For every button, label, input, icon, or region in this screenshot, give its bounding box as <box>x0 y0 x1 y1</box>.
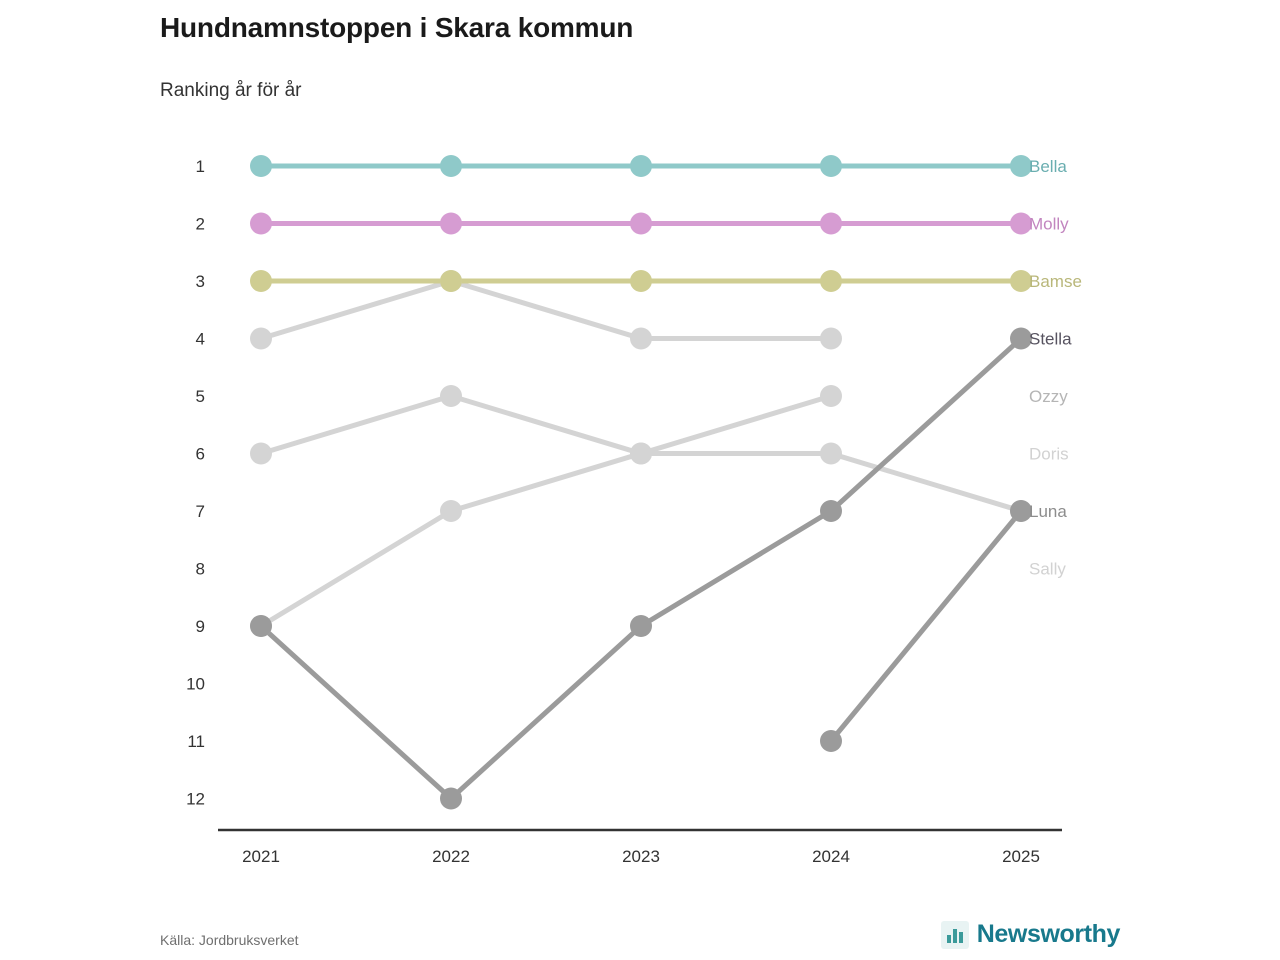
y-axis-tick-label: 4 <box>195 329 205 349</box>
y-axis-tick-label: 1 <box>195 157 205 176</box>
y-axis-tick-label: 2 <box>195 214 205 234</box>
series-point <box>820 385 842 407</box>
y-axis-ticks <box>186 157 205 809</box>
series-point <box>250 270 272 292</box>
series-point <box>250 615 272 637</box>
series-point <box>250 155 272 177</box>
logo-bars-icon <box>941 921 969 949</box>
series-point <box>820 270 842 292</box>
series-label-doris: Doris <box>1029 444 1069 464</box>
series-point <box>820 500 842 522</box>
series-label-molly: Molly <box>1029 214 1069 234</box>
x-axis-tick-label: 2021 <box>242 847 280 866</box>
y-axis-tick-label: 11 <box>187 732 205 751</box>
series-point <box>630 155 652 177</box>
series-point <box>440 213 462 235</box>
series-point <box>630 270 652 292</box>
y-axis-tick-label: 10 <box>186 674 205 694</box>
x-axis-tick-label: 2023 <box>622 847 660 866</box>
series-label-bamse: Bamse <box>1029 272 1082 291</box>
newsworthy-logo <box>941 920 1120 949</box>
series-point <box>250 328 272 350</box>
chart-points-group <box>250 155 1032 810</box>
series-point <box>440 155 462 177</box>
series-point <box>820 328 842 350</box>
series-point <box>440 788 462 810</box>
series-point <box>630 615 652 637</box>
y-axis-tick-label: 6 <box>195 444 205 464</box>
logo-text: Newsworthy <box>976 920 1120 948</box>
series-line <box>261 339 1021 799</box>
y-axis-tick-label: 3 <box>195 272 205 291</box>
y-axis-tick-label: 12 <box>186 789 205 809</box>
chart-series-labels <box>1029 157 1082 579</box>
series-line <box>261 454 1021 627</box>
series-point <box>440 500 462 522</box>
y-axis-tick-label: 7 <box>195 502 205 521</box>
x-axis-tick-label: 2022 <box>432 847 470 866</box>
series-point <box>820 213 842 235</box>
series-point <box>630 443 652 465</box>
series-point <box>820 443 842 465</box>
y-axis-tick-label: 5 <box>195 387 205 406</box>
series-line <box>831 511 1021 741</box>
source-note: Källa: Jordbruksverket <box>160 932 299 948</box>
series-label-luna: Luna <box>1029 502 1067 521</box>
series-point <box>250 443 272 465</box>
series-point <box>440 385 462 407</box>
chart-subtitle: Ranking år för år <box>160 80 302 101</box>
y-axis-tick-label: 9 <box>195 617 205 636</box>
series-label-sally: Sally <box>1029 559 1066 579</box>
series-point <box>820 730 842 752</box>
y-axis-tick-label: 8 <box>195 559 205 579</box>
series-label-bella: Bella <box>1029 157 1067 176</box>
series-point <box>630 328 652 350</box>
series-point <box>440 270 462 292</box>
series-line <box>261 281 831 339</box>
series-point <box>250 213 272 235</box>
series-point <box>630 213 652 235</box>
page-title: Hundnamnstoppen i Skara kommun <box>160 12 634 43</box>
series-label-stella: Stella <box>1029 329 1072 349</box>
series-point <box>820 155 842 177</box>
series-line <box>261 396 831 454</box>
x-axis-tick-label: 2025 <box>1002 847 1040 866</box>
series-label-ozzy: Ozzy <box>1029 387 1068 406</box>
x-axis-tick-label: 2024 <box>812 847 850 866</box>
x-axis-ticks <box>242 847 1040 866</box>
chart-series-group <box>261 166 1021 799</box>
